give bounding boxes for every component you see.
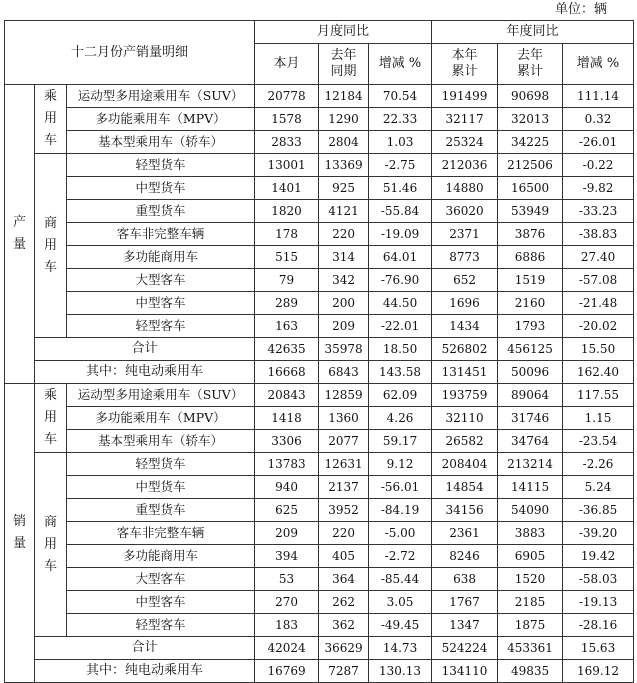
- value-cell: 111.14: [563, 85, 634, 108]
- vehicle-type-name: 多功能乘用车（MPV）: [67, 108, 255, 131]
- value-cell: 34156: [432, 499, 498, 522]
- value-cell: 13783: [255, 453, 319, 476]
- production-commercial-label: 商 用 车: [35, 154, 67, 338]
- value-cell: 209: [319, 315, 369, 338]
- value-cell: 32013: [498, 108, 563, 131]
- monthly-change-header: 增减 %: [369, 44, 432, 85]
- value-cell: 3.05: [369, 591, 432, 614]
- value-cell: 3883: [498, 522, 563, 545]
- value-cell: 22.33: [369, 108, 432, 131]
- value-cell: -2.72: [369, 545, 432, 568]
- vehicle-type-name: 运动型多用途乘用车（SUV）: [67, 85, 255, 108]
- table-row: [5, 522, 634, 545]
- value-cell: 638: [432, 568, 498, 591]
- value-cell: 2371: [432, 223, 498, 246]
- value-cell: 89064: [498, 384, 563, 407]
- value-cell: 16668: [255, 361, 319, 384]
- value-cell: -55.84: [369, 200, 432, 223]
- table-row: [5, 453, 634, 476]
- value-cell: 163: [255, 315, 319, 338]
- table-body: [5, 85, 634, 683]
- value-cell: 62.09: [369, 384, 432, 407]
- total-label: 合计: [35, 637, 255, 660]
- value-cell: 15.63: [563, 637, 634, 660]
- vehicle-type-name: 轻型客车: [67, 315, 255, 338]
- last-year-same-period-header: 去年 同期: [319, 44, 369, 85]
- sales-passenger-label: 乘 用 车: [35, 384, 67, 453]
- value-cell: 405: [319, 545, 369, 568]
- sales-commercial-label: 商 用 车: [35, 453, 67, 637]
- vehicle-type-name: 多功能乘用车（MPV）: [67, 407, 255, 430]
- value-cell: 526802: [432, 338, 498, 361]
- value-cell: 220: [319, 522, 369, 545]
- value-cell: 2137: [319, 476, 369, 499]
- value-cell: -57.08: [563, 269, 634, 292]
- value-cell: 178: [255, 223, 319, 246]
- vehicle-type-name: 基本型乘用车（轿车）: [67, 131, 255, 154]
- value-cell: -9.82: [563, 177, 634, 200]
- value-cell: -36.85: [563, 499, 634, 522]
- table-row: [5, 85, 634, 108]
- value-cell: 4121: [319, 200, 369, 223]
- value-cell: 3876: [498, 223, 563, 246]
- value-cell: 1793: [498, 315, 563, 338]
- last-year-cumulative-header: 去年 累计: [498, 44, 563, 85]
- value-cell: -19.13: [563, 591, 634, 614]
- header-row-1: [5, 21, 634, 44]
- ev-label: 其中：纯电动乘用车: [35, 361, 255, 384]
- table-row: [5, 246, 634, 269]
- value-cell: 143.58: [369, 361, 432, 384]
- value-cell: -38.83: [563, 223, 634, 246]
- value-cell: 1.03: [369, 131, 432, 154]
- value-cell: 25324: [432, 131, 498, 154]
- value-cell: 117.55: [563, 384, 634, 407]
- value-cell: -23.54: [563, 430, 634, 453]
- value-cell: -56.01: [369, 476, 432, 499]
- value-cell: 36020: [432, 200, 498, 223]
- value-cell: 12859: [319, 384, 369, 407]
- value-cell: -33.23: [563, 200, 634, 223]
- value-cell: -2.26: [563, 453, 634, 476]
- value-cell: 14.73: [369, 637, 432, 660]
- value-cell: 1875: [498, 614, 563, 637]
- value-cell: 8773: [432, 246, 498, 269]
- value-cell: 162.40: [563, 361, 634, 384]
- vehicle-type-name: 基本型乘用车（轿车）: [67, 430, 255, 453]
- table-row: [5, 476, 634, 499]
- value-cell: 2833: [255, 131, 319, 154]
- value-cell: 1290: [319, 108, 369, 131]
- table-row: [5, 315, 634, 338]
- value-cell: 14854: [432, 476, 498, 499]
- value-cell: -28.16: [563, 614, 634, 637]
- value-cell: 15.50: [563, 338, 634, 361]
- value-cell: 1434: [432, 315, 498, 338]
- ev-label: 其中：纯电动乘用车: [35, 660, 255, 683]
- table-row: [5, 154, 634, 177]
- value-cell: 31746: [498, 407, 563, 430]
- value-cell: 130.13: [369, 660, 432, 683]
- value-cell: -49.45: [369, 614, 432, 637]
- value-cell: 26582: [432, 430, 498, 453]
- total-row: [5, 338, 634, 361]
- detail-header: 十二月份产销量明细: [5, 21, 255, 85]
- value-cell: 42635: [255, 338, 319, 361]
- table-row: [5, 292, 634, 315]
- value-cell: 0.32: [563, 108, 634, 131]
- value-cell: 1520: [498, 568, 563, 591]
- vehicle-type-name: 轻型货车: [67, 453, 255, 476]
- value-cell: 32110: [432, 407, 498, 430]
- value-cell: 54090: [498, 499, 563, 522]
- vehicle-type-name: 大型客车: [67, 269, 255, 292]
- sales-section-label: 销 量: [5, 384, 35, 683]
- production-passenger-label: 乘 用 车: [35, 85, 67, 154]
- value-cell: 456125: [498, 338, 563, 361]
- value-cell: 34764: [498, 430, 563, 453]
- total-label: 合计: [35, 338, 255, 361]
- value-cell: 394: [255, 545, 319, 568]
- vehicle-type-name: 运动型多用途乘用车（SUV）: [67, 384, 255, 407]
- value-cell: 2160: [498, 292, 563, 315]
- value-cell: 1578: [255, 108, 319, 131]
- value-cell: 1696: [432, 292, 498, 315]
- value-cell: 9.12: [369, 453, 432, 476]
- value-cell: 270: [255, 591, 319, 614]
- value-cell: 18.50: [369, 338, 432, 361]
- value-cell: 1820: [255, 200, 319, 223]
- value-cell: 1360: [319, 407, 369, 430]
- total-row: [5, 637, 634, 660]
- value-cell: 7287: [319, 660, 369, 683]
- table-row: [5, 499, 634, 522]
- value-cell: -22.01: [369, 315, 432, 338]
- value-cell: 212506: [498, 154, 563, 177]
- table-row: [5, 223, 634, 246]
- value-cell: 35978: [319, 338, 369, 361]
- production-section-label: 产 量: [5, 85, 35, 384]
- value-cell: 131451: [432, 361, 498, 384]
- value-cell: -19.09: [369, 223, 432, 246]
- value-cell: 44.50: [369, 292, 432, 315]
- value-cell: 208404: [432, 453, 498, 476]
- table-row: [5, 614, 634, 637]
- vehicle-type-name: 重型货车: [67, 499, 255, 522]
- value-cell: 34225: [498, 131, 563, 154]
- value-cell: 79: [255, 269, 319, 292]
- value-cell: 2804: [319, 131, 369, 154]
- ev-row: [5, 361, 634, 384]
- value-cell: 6886: [498, 246, 563, 269]
- table-row: [5, 269, 634, 292]
- value-cell: -85.44: [369, 568, 432, 591]
- value-cell: 20843: [255, 384, 319, 407]
- value-cell: 169.12: [563, 660, 634, 683]
- yearly-group-header: 年度同比: [432, 21, 634, 44]
- vehicle-type-name: 客车非完整车辆: [67, 223, 255, 246]
- vehicle-type-name: 中型客车: [67, 292, 255, 315]
- table-row: [5, 430, 634, 453]
- value-cell: 1418: [255, 407, 319, 430]
- value-cell: 3306: [255, 430, 319, 453]
- value-cell: 6843: [319, 361, 369, 384]
- value-cell: 16500: [498, 177, 563, 200]
- value-cell: 453361: [498, 637, 563, 660]
- value-cell: 262: [319, 591, 369, 614]
- value-cell: 1401: [255, 177, 319, 200]
- value-cell: 314: [319, 246, 369, 269]
- value-cell: 193759: [432, 384, 498, 407]
- value-cell: 12184: [319, 85, 369, 108]
- value-cell: -39.20: [563, 522, 634, 545]
- value-cell: 524224: [432, 637, 498, 660]
- vehicle-type-name: 轻型客车: [67, 614, 255, 637]
- vehicle-type-name: 中型货车: [67, 177, 255, 200]
- value-cell: 1519: [498, 269, 563, 292]
- value-cell: 212036: [432, 154, 498, 177]
- value-cell: 42024: [255, 637, 319, 660]
- value-cell: 515: [255, 246, 319, 269]
- value-cell: 14880: [432, 177, 498, 200]
- this-month-header: 本月: [255, 44, 319, 85]
- value-cell: -76.90: [369, 269, 432, 292]
- yearly-change-header: 增减 %: [563, 44, 634, 85]
- value-cell: 925: [319, 177, 369, 200]
- ev-row: [5, 660, 634, 683]
- monthly-group-header: 月度同比: [255, 21, 432, 44]
- value-cell: 652: [432, 269, 498, 292]
- value-cell: 36629: [319, 637, 369, 660]
- vehicle-type-name: 中型货车: [67, 476, 255, 499]
- this-year-cumulative-header: 本年 累计: [432, 44, 498, 85]
- value-cell: 70.54: [369, 85, 432, 108]
- table-row: [5, 407, 634, 430]
- vehicle-type-name: 客车非完整车辆: [67, 522, 255, 545]
- value-cell: 53949: [498, 200, 563, 223]
- value-cell: -2.75: [369, 154, 432, 177]
- value-cell: 5.24: [563, 476, 634, 499]
- value-cell: 213214: [498, 453, 563, 476]
- table-row: [5, 200, 634, 223]
- table-row: [5, 131, 634, 154]
- production-sales-table: [4, 20, 634, 683]
- value-cell: -26.01: [563, 131, 634, 154]
- vehicle-type-name: 中型客车: [67, 591, 255, 614]
- value-cell: 32117: [432, 108, 498, 131]
- value-cell: 3952: [319, 499, 369, 522]
- value-cell: 90698: [498, 85, 563, 108]
- value-cell: 16769: [255, 660, 319, 683]
- value-cell: 940: [255, 476, 319, 499]
- value-cell: 6905: [498, 545, 563, 568]
- value-cell: -58.03: [563, 568, 634, 591]
- table-row: [5, 591, 634, 614]
- value-cell: 12631: [319, 453, 369, 476]
- value-cell: 289: [255, 292, 319, 315]
- value-cell: 59.17: [369, 430, 432, 453]
- value-cell: 4.26: [369, 407, 432, 430]
- value-cell: 14115: [498, 476, 563, 499]
- value-cell: 49835: [498, 660, 563, 683]
- value-cell: 1767: [432, 591, 498, 614]
- value-cell: 2077: [319, 430, 369, 453]
- value-cell: 200: [319, 292, 369, 315]
- value-cell: -84.19: [369, 499, 432, 522]
- value-cell: 53: [255, 568, 319, 591]
- value-cell: 220: [319, 223, 369, 246]
- table-row: [5, 177, 634, 200]
- value-cell: 8246: [432, 545, 498, 568]
- value-cell: 2185: [498, 591, 563, 614]
- value-cell: 134110: [432, 660, 498, 683]
- value-cell: 183: [255, 614, 319, 637]
- value-cell: 209: [255, 522, 319, 545]
- value-cell: 20778: [255, 85, 319, 108]
- value-cell: 19.42: [563, 545, 634, 568]
- value-cell: 27.40: [563, 246, 634, 269]
- value-cell: 362: [319, 614, 369, 637]
- value-cell: 51.46: [369, 177, 432, 200]
- value-cell: -20.02: [563, 315, 634, 338]
- table-row: [5, 108, 634, 131]
- vehicle-type-name: 大型客车: [67, 568, 255, 591]
- table-row: [5, 545, 634, 568]
- vehicle-type-name: 多功能商用车: [67, 246, 255, 269]
- value-cell: 342: [319, 269, 369, 292]
- unit-label: 单位：辆: [554, 2, 607, 17]
- value-cell: -21.48: [563, 292, 634, 315]
- value-cell: 13369: [319, 154, 369, 177]
- value-cell: -5.00: [369, 522, 432, 545]
- value-cell: 64.01: [369, 246, 432, 269]
- table-row: [5, 384, 634, 407]
- value-cell: 2361: [432, 522, 498, 545]
- value-cell: -0.22: [563, 154, 634, 177]
- value-cell: 191499: [432, 85, 498, 108]
- table-row: [5, 568, 634, 591]
- value-cell: 13001: [255, 154, 319, 177]
- vehicle-type-name: 重型货车: [67, 200, 255, 223]
- vehicle-type-name: 多功能商用车: [67, 545, 255, 568]
- value-cell: 1347: [432, 614, 498, 637]
- value-cell: 625: [255, 499, 319, 522]
- value-cell: 50096: [498, 361, 563, 384]
- vehicle-type-name: 轻型货车: [67, 154, 255, 177]
- value-cell: 1.15: [563, 407, 634, 430]
- value-cell: 364: [319, 568, 369, 591]
